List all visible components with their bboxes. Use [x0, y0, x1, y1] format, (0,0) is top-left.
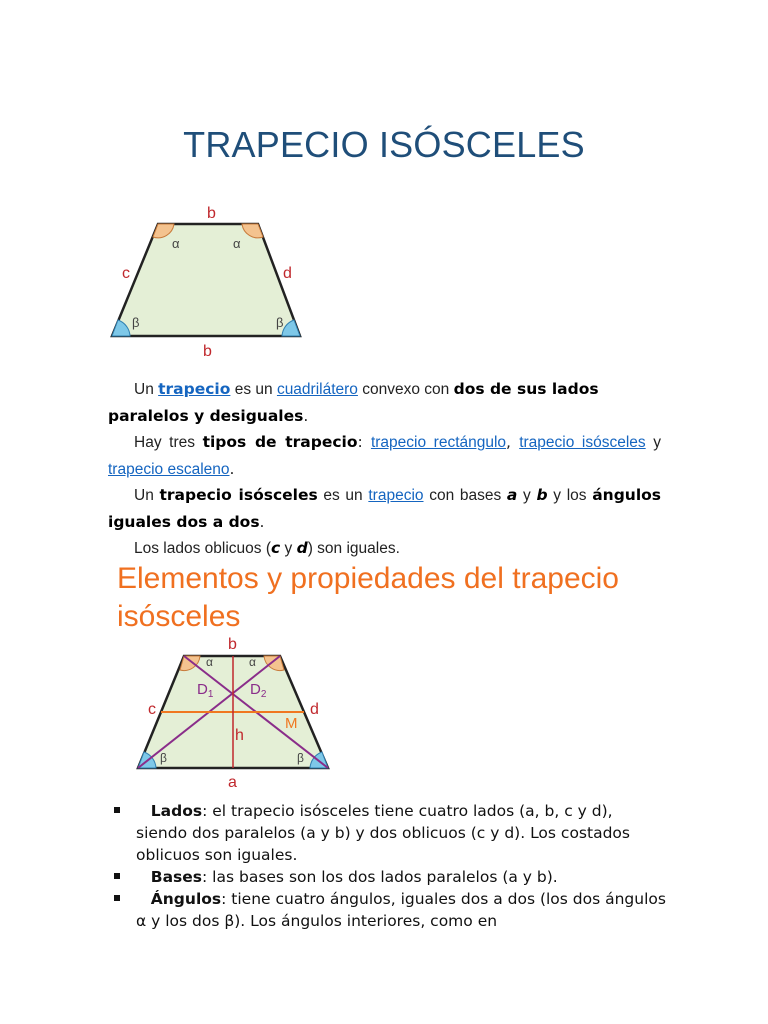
fig2-d1: D — [197, 681, 208, 698]
fig1-beta-left: β — [132, 315, 140, 330]
link-trapecio-isosceles[interactable]: trapecio isósceles — [519, 434, 646, 451]
paragraph-isosceles-definition: Un trapecio isósceles es un trapecio con bases a y b y los ángulos iguales dos a dos. — [108, 486, 662, 531]
fig1-beta-right: β — [276, 315, 284, 330]
fig2-beta-right: β — [297, 751, 304, 765]
paragraph-oblique-sides: Los lados oblicuos (c y d) son iguales. — [134, 539, 400, 557]
bullet-square-icon — [114, 895, 120, 901]
link-trapecio-escaleno[interactable]: trapecio escaleno — [108, 461, 230, 478]
link-trapecio[interactable]: trapecio — [158, 380, 231, 398]
bullet-square-icon — [114, 807, 120, 813]
fig2-d2-sub: 2 — [260, 689, 267, 700]
fig1-alpha-left: α — [172, 236, 180, 251]
trapezoid-elements-figure — [130, 632, 340, 792]
fig1-label-right: d — [283, 265, 292, 282]
trapezoid-figure — [100, 196, 320, 364]
bullet-square-icon — [114, 873, 120, 879]
fig2-label-bottom: a — [228, 774, 237, 791]
page-title: TRAPECIO ISÓSCELES — [183, 124, 585, 165]
fig2-label-top: b — [228, 636, 237, 653]
list-item: Lados: el trapecio isósceles tiene cuatro lados (a, b, c y d), siendo dos paralelos (a y b) y dos oblicuos (c y d). Los costados oblicuos son iguales. — [108, 800, 668, 866]
properties-list — [108, 800, 668, 932]
fig2-label-left: c — [148, 701, 156, 718]
fig1-label-top: b — [207, 205, 216, 222]
fig2-m: M — [285, 715, 298, 732]
fig2-d2: D — [250, 681, 261, 698]
fig1-alpha-right: α — [233, 236, 241, 251]
fig2-alpha-right: α — [249, 655, 256, 669]
list-item: Bases: las bases son los dos lados paralelos (a y b). — [108, 866, 668, 888]
fig2-d1-sub: 1 — [207, 689, 214, 700]
fig1-label-bottom: b — [203, 343, 212, 360]
fig2-label-right: d — [310, 701, 319, 718]
fig2-alpha-left: α — [206, 655, 213, 669]
list-item: Ángulos: tiene cuatro ángulos, iguales dos a dos (los dos ángulos α y los dos β). Los ángulos interiores, como en — [108, 888, 668, 932]
link-trapecio-rectangulo[interactable]: trapecio rectángulo — [370, 434, 507, 451]
fig2-beta-left: β — [160, 751, 167, 765]
link-trapecio-2[interactable]: trapecio — [368, 487, 424, 504]
paragraph-definition: Un trapecio es un cuadrilátero convexo con dos de sus lados paralelos y desiguales. — [108, 380, 599, 425]
paragraph-types: Hay tres tipos de trapecio: trapecio rectángulo, trapecio isósceles y trapecio escaleno. — [108, 433, 662, 478]
section-heading: Elementos y propiedades del trapecio isósceles — [117, 562, 619, 633]
fig1-label-left: c — [122, 265, 130, 282]
fig2-h: h — [235, 727, 244, 744]
link-cuadrilatero[interactable]: cuadrilátero — [276, 381, 358, 398]
